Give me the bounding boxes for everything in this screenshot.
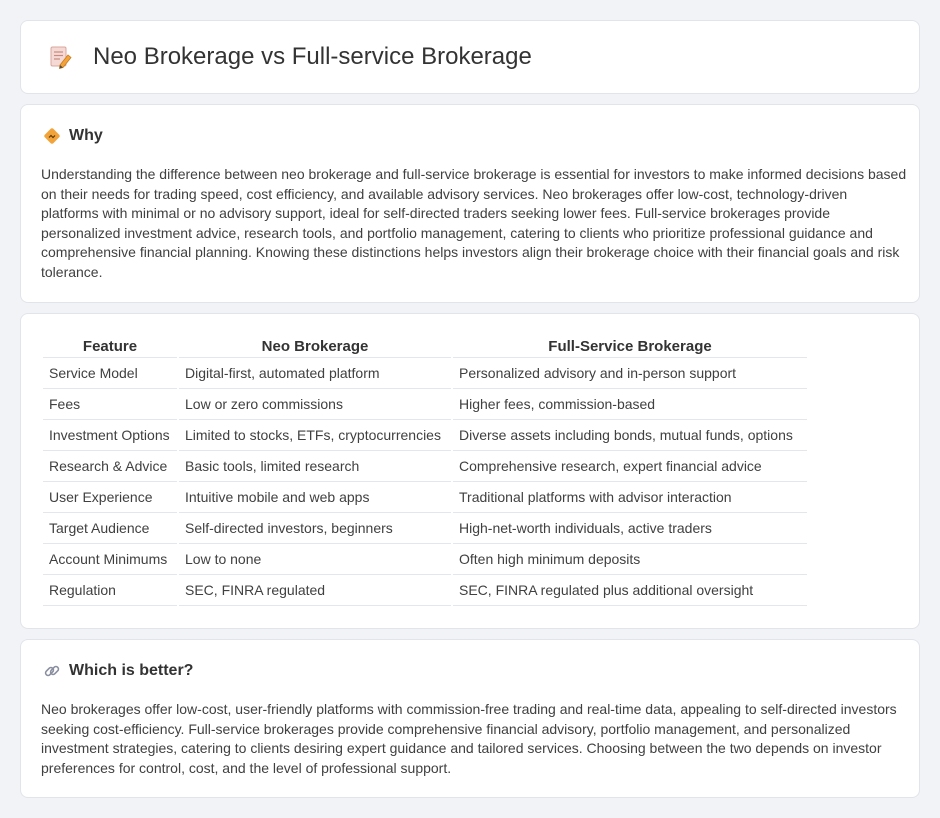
feature-cell: Regulation xyxy=(43,575,177,606)
feature-cell: User Experience xyxy=(43,482,177,513)
neo-cell: Intuitive mobile and web apps xyxy=(179,482,451,513)
table-row xyxy=(43,575,807,606)
table-row xyxy=(43,358,807,389)
feature-cell: Investment Options xyxy=(43,420,177,451)
header-neo-brokerage: Neo Brokerage xyxy=(179,334,451,358)
neo-cell: Self-directed investors, beginners xyxy=(179,513,451,544)
feature-cell: Account Minimums xyxy=(43,544,177,575)
full-service-cell: SEC, FINRA regulated plus additional oversight xyxy=(453,575,807,606)
title-card xyxy=(20,20,920,94)
neo-cell: Low to none xyxy=(179,544,451,575)
link-icon xyxy=(43,662,61,680)
table-row xyxy=(43,482,807,513)
feature-cell: Research & Advice xyxy=(43,451,177,482)
which-is-better-body: Neo brokerages offer low-cost, user-friendly platforms with commission-free trading and real-time data, appealing to self-directed investors seeking cost-efficiency. Full-service brokerages provide comprehensive financial advisory, portfolio management, and personalized investment strategies, catering to clients desiring expert guidance and tailored services. Choosing between the two depends on investor preferences for control, cost, and the level of professional support. xyxy=(41,701,897,776)
full-service-cell: Personalized advisory and in-person support xyxy=(453,358,807,389)
why-heading: Why xyxy=(69,127,103,144)
feature-cell: Target Audience xyxy=(43,513,177,544)
feature-cell: Fees xyxy=(43,389,177,420)
page-title: Neo Brokerage vs Full-service Brokerage xyxy=(93,43,532,70)
diamond-sign-icon xyxy=(43,127,61,145)
neo-cell: Digital-first, automated platform xyxy=(179,358,451,389)
comparison-section xyxy=(20,313,920,629)
which-is-better-heading: Which is better? xyxy=(69,662,194,679)
document-pencil-icon xyxy=(47,44,73,70)
full-service-cell: Diverse assets including bonds, mutual funds, options xyxy=(453,420,807,451)
table-row xyxy=(43,544,807,575)
feature-cell: Service Model xyxy=(43,358,177,389)
neo-cell: Limited to stocks, ETFs, cryptocurrencies xyxy=(179,420,451,451)
table-row xyxy=(43,451,807,482)
comparison-table xyxy=(41,334,809,606)
header-feature: Feature xyxy=(43,334,177,358)
which-is-better-section xyxy=(20,639,920,798)
table-row xyxy=(43,420,807,451)
why-section xyxy=(20,104,920,303)
full-service-cell: Comprehensive research, expert financial advice xyxy=(453,451,807,482)
neo-cell: Low or zero commissions xyxy=(179,389,451,420)
full-service-cell: Higher fees, commission-based xyxy=(453,389,807,420)
table-row xyxy=(43,513,807,544)
full-service-cell: Traditional platforms with advisor interaction xyxy=(453,482,807,513)
full-service-cell: Often high minimum deposits xyxy=(453,544,807,575)
neo-cell: Basic tools, limited research xyxy=(179,451,451,482)
neo-cell: SEC, FINRA regulated xyxy=(179,575,451,606)
full-service-cell: High-net-worth individuals, active traders xyxy=(453,513,807,544)
table-row xyxy=(43,389,807,420)
header-full-service-brokerage: Full-Service Brokerage xyxy=(453,334,807,358)
why-body: Understanding the difference between neo brokerage and full-service brokerage is essential for investors to make informed decisions based on their needs for trading speed, cost efficiency, and available advisory services. Neo brokerages offer low-cost, technology-driven platforms with minimal or no advisory support, ideal for self-directed traders seeking lower fees. Full-service brokerages provide personalized investment advice, research tools, and portfolio management, catering to clients who prioritize professional guidance and comprehensive financial planning. Knowing these distinctions helps investors align their brokerage choice with their financial goals and risk tolerance. xyxy=(41,166,907,280)
table-header-row xyxy=(43,334,807,358)
